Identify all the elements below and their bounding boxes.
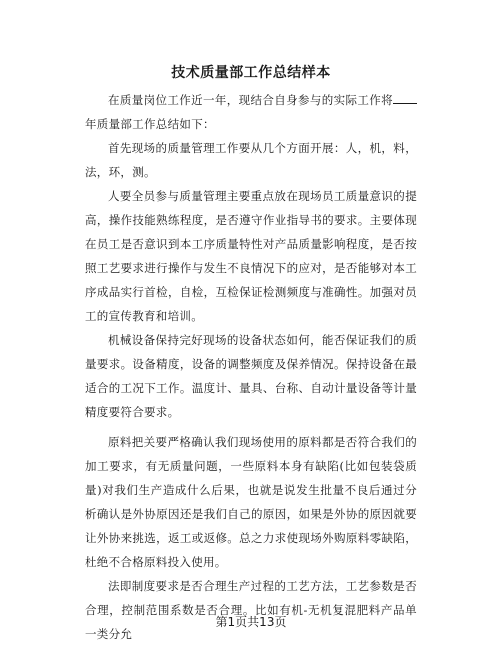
- paragraph-machine: 机械设备保持完好现场的设备状态如何，能否保证我们的质量要求。设备精度，设备的调整频度及保养情况。保持设备在最适合的工况下工作。温度计、量具、台称、自动计量设备等计量精度要符合要求。: [85, 333, 417, 419]
- paragraph-method: 法即制度要求是否合理生产过程的工艺方法，工艺参数是否合理，控制范围系数是否合理。比如有机-无机复混肥料产品单一类分允: [85, 579, 417, 641]
- paragraph-material: 原料把关要严格确认我们现场使用的原料都是否符合我们的加工要求，有无质量问题，一些原料本身有缺陷(比如包装袋质量)对我们生产造成什么后果，也就是说发生批量不良后通过分析确认是外协原因还是我们自己的原因，如果是外协的原因就要让外协来挑选，返工或返修。总之力求使现场外购原料零缺陷，杜绝不合格原料投入使用。: [85, 435, 417, 569]
- page-number-footer: 第1页共13页: [215, 615, 287, 629]
- intro-text-after-blank: 年质量部工作总结如下：: [85, 117, 215, 131]
- paragraph-people: 人要全员参与质量管理主要重点放在现场员工质量意识的提高，操作技能熟练程度，是否遵守作业指导书的要求。主要体现在员工是否意识到本工序质量特性对产品质量影响程度，是否按照工艺要求进行操作与发生不良情况下的应对，是否能够对本工序成品实行首检，自检，互检保证检测频度与准确性。加强对员工的宣传教育和培训。: [85, 189, 417, 323]
- document-title: 技术质量部工作总结样本: [171, 65, 331, 81]
- intro-paragraph: [85, 88, 417, 136]
- intro-text-before-blank: 在质量岗位工作近一年，现结合自身参与的实际工作将: [108, 93, 393, 107]
- paragraph-overview: 首先现场的质量管理工作要从几个方面开展：人，机，料，法，环，测。: [85, 141, 417, 179]
- document-body: [85, 88, 417, 646]
- fill-in-blank: [393, 91, 417, 104]
